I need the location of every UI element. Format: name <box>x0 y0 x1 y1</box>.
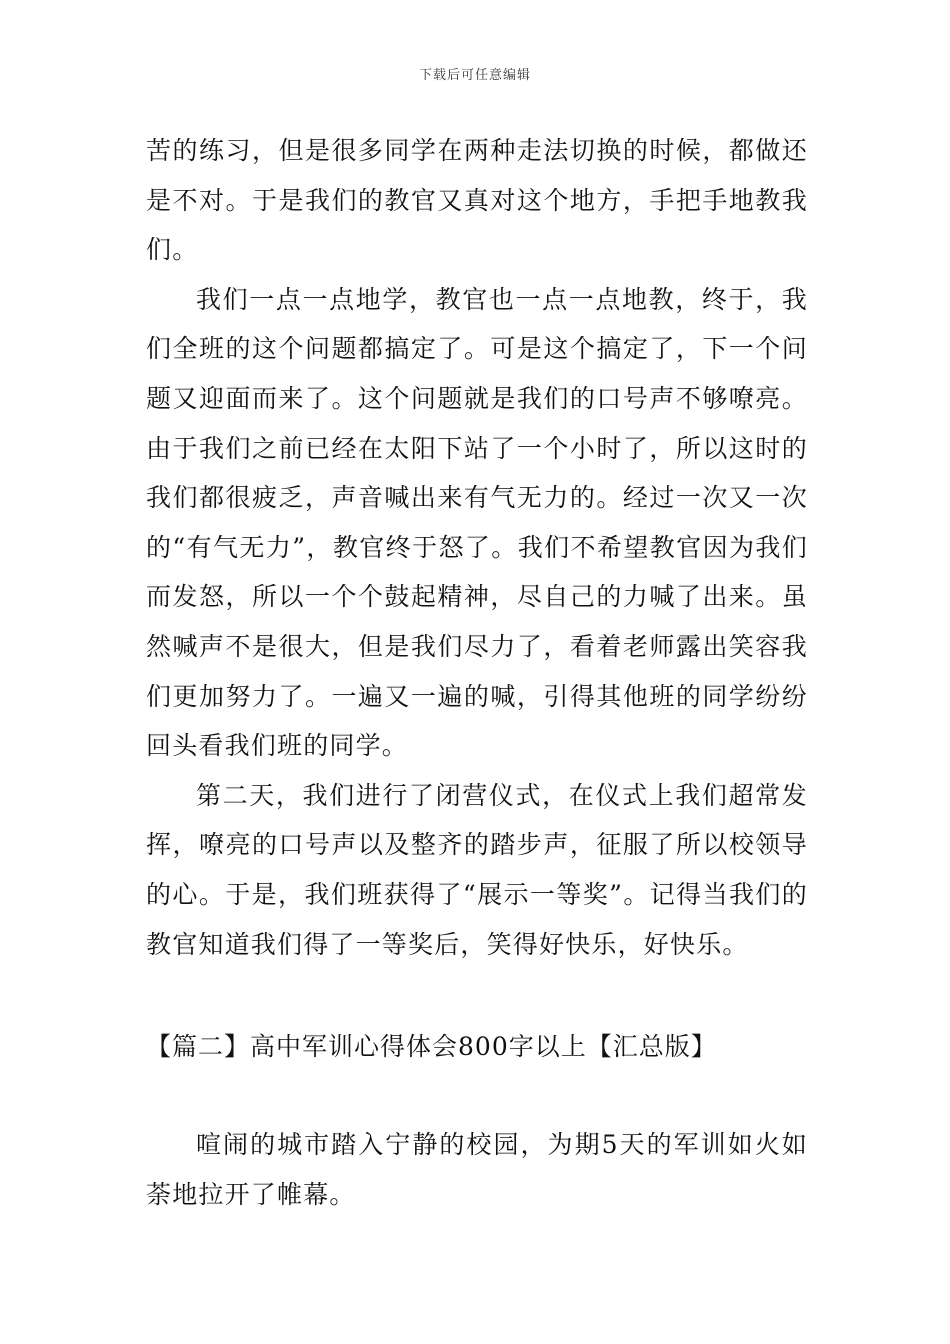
page-header: 下载后可任意编辑 <box>418 68 531 83</box>
paragraph-continuation: 苦的练习，但是很多同学在两种走法切换的时候，都做还是不对。于是我们的教官又真对这个地方，手把手地教我们。 <box>146 136 808 265</box>
body-text-block <box>146 126 808 969</box>
paragraph: 第二天，我们进行了闭营仪式，在仪式上我们超常发挥，嘹亮的口号声以及整齐的踏步声，征服了所以校领导的心。于是，我们班获得了“展示一等奖”。记得当我们的教官知道我们得了一等奖后，笑得好快乐，好快乐。 <box>146 780 808 959</box>
paragraph: 我们一点一点地学，教官也一点一点地教，终于，我们全班的这个问题都搞定了。可是这个搞定了，下一个问题又迎面而来了。这个问题就是我们的口号声不够嘹亮。由于我们之前已经在太阳下站了一个小时了，所以这时的我们都很疲乏，声音喊出来有气无力的。经过一次又一次的“有气无力”，教官终于怒了。我们不希望教官因为我们而发怒，所以一个个鼓起精神，尽自己的力喊了出来。虽然喊声不是很大，但是我们尽力了，看着老师露出笑容我们更加努力了。一遍又一遍的喊，引得其他班的同学纷纷回头看我们班的同学。 <box>146 284 808 761</box>
paragraph: 喧闹的城市踏入宁静的校园，为期5天的军训如火如荼地拉开了帷幕。 <box>146 1130 808 1209</box>
section-body <box>146 1120 808 1219</box>
section-heading: 【篇二】高中军训心得体会800字以上【汇总版】 <box>146 1032 717 1061</box>
